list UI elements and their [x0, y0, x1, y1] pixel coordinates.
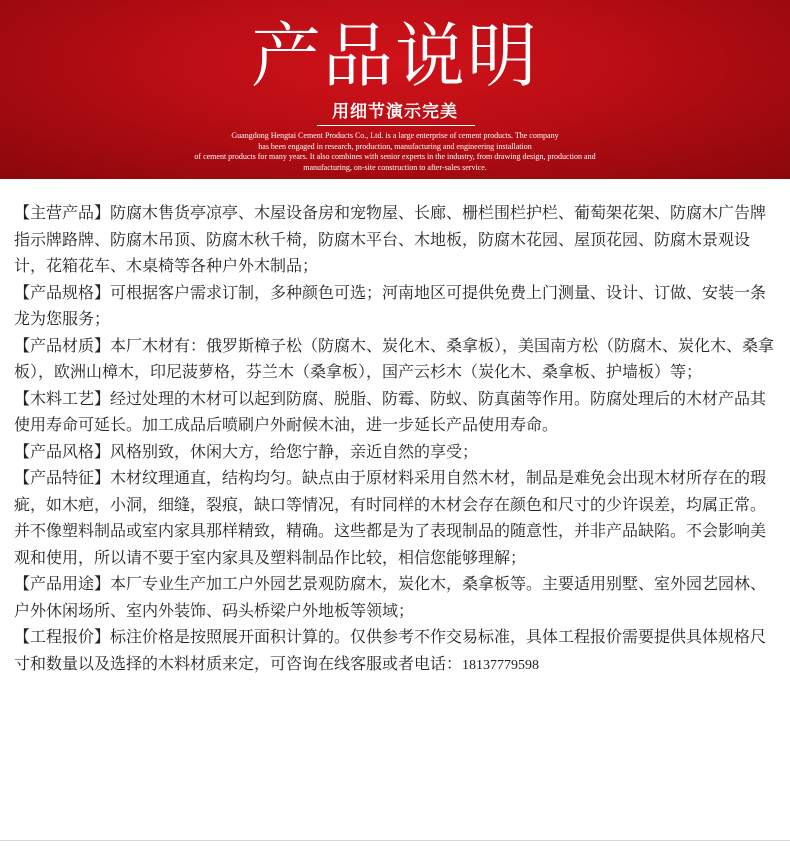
english-line: has been engaged in research, production, manufacturing and engineering installation [258, 141, 532, 151]
section-label: 【产品规格】 [14, 282, 111, 302]
section-label: 【产品材质】 [14, 335, 111, 355]
banner-divider [317, 125, 475, 126]
section-label: 【木料工艺】 [14, 388, 111, 408]
section-text: 防腐木售货亭凉亭、木屋设备房和宠物屋、长廊、栅栏围栏护栏、葡萄架花架、防腐木广告牌指示牌路牌、防腐木吊顶、防腐木秋千椅，防腐木平台、木地板，防腐木花园、屋顶花园、防腐木景观设计，花箱花车、木桌椅等各种户外木制品； [14, 203, 767, 275]
section-text: 经过处理的木材可以起到防腐、脱脂、防霉、防蚁、防真菌等作用。防腐处理后的木材产品其使用寿命可延长。加工成品后喷刷户外耐候木油，进一步延长产品使用寿命。 [14, 388, 767, 434]
bottom-divider [0, 840, 790, 841]
section-label: 【工程报价】 [14, 627, 111, 646]
banner-title: 产品说明 [251, 15, 539, 97]
section-text: 本厂木材有：俄罗斯樟子松（防腐木、炭化木、桑拿板），美国南方松（防腐木、炭化木、桑拿板），欧洲山樟木，印尼菠萝格，芬兰木（桑拿板），国产云杉木（炭化木、桑拿板、护墙板）等； [14, 335, 775, 381]
english-line: Guangdong Hengtai Cement Products Co., Ltd. is a large enterprise of cement products. The company [231, 131, 559, 140]
banner-subtitle: 用细节演示完美 [332, 102, 458, 122]
section-label: 【主营产品】 [14, 203, 111, 222]
section-text: 风格别致，休闲大方，给您宁静，亲近自然的享受； [110, 441, 479, 461]
phone-number: 18137779598 [462, 657, 540, 673]
section-label: 【产品用途】 [14, 574, 111, 593]
english-line: of cement products for many years. It also combines with senior experts in the industry, from drawing design, production and [194, 152, 596, 161]
section-text: 本厂专业生产加工户外园艺景观防腐木，炭化木，桑拿板等。主要适用别墅、室外园艺园林、户外休闲场所、室内外装饰、码头桥梁户外地板等领域； [14, 574, 767, 620]
section-materials [14, 333, 778, 386]
english-line: manufacturing, on-site construction to after-sales service. [303, 162, 487, 172]
section-style [14, 439, 778, 466]
section-features [14, 465, 778, 571]
section-text: 木材纹理通直，结构均匀。缺点由于原材料采用自然木材，制品是难免会出现木材所存在的瑕疵，如木疤，小洞，细缝，裂痕，缺口等情况，有时同样的木材会存在颜色和尺寸的少许误差，均属正常。并不像塑料制品或室内家具那样精致，精确。这些都是为了表现制品的随意性，并非产品缺陷。不会影响美观和使用，所以请不要于室内家具及塑料制品作比较，相信您能够理解； [14, 468, 767, 567]
product-description [14, 200, 778, 679]
section-label: 【产品风格】 [14, 441, 111, 461]
section-main-products [14, 200, 778, 280]
section-usage [14, 571, 778, 624]
section-quotation [14, 624, 778, 679]
section-label: 【产品特征】 [14, 468, 111, 487]
section-wood-process [14, 386, 778, 439]
section-text: 可根据客户需求订制，多种颜色可选；河南地区可提供免费上门测量、设计、订做、安装一条龙为您服务； [14, 282, 767, 328]
banner-english-text [150, 131, 640, 173]
section-specifications [14, 280, 778, 333]
header-banner [0, 0, 790, 179]
section-text: 标注价格是按照展开面积计算的。仅供参考不作交易标准，具体工程报价需要提供具体规格尺寸和数量以及选择的木料材质来定，可咨询在线客服或者电话： [14, 627, 767, 673]
